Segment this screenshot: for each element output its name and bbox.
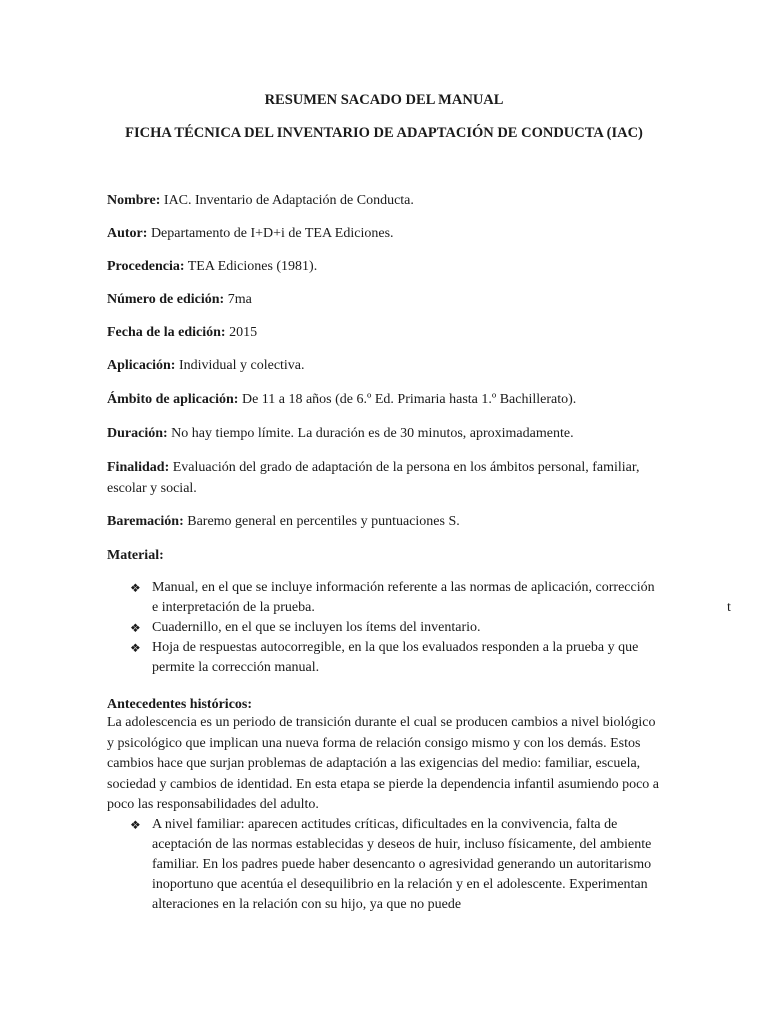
material-list xyxy=(130,578,660,678)
field-aplicacion xyxy=(107,355,667,376)
history-heading-text: Antecedentes históricos: xyxy=(107,697,253,712)
document-title: RESUMEN SACADO DEL MANUAL xyxy=(264,92,504,108)
field-label: Baremación: xyxy=(107,514,184,529)
list-item-text: Cuadernillo, en el que se incluyen los ítems del inventario. xyxy=(152,620,481,635)
field-numero-edicion xyxy=(107,289,667,310)
list-item-text: A nivel familiar: aparecen actitudes críticas, dificultades en la convivencia, falta de aceptación de las normas establecidas y deseos de huir, incluso físicamente, del ambiente familiar. En los padres puede haber desencanto o agresividad generando un autoritarismo inoportuno que acentúa el desequilibrio en la relación y en el adolescente. Experimentan alteraciones en la relación con su hijo, ya que no puede xyxy=(152,817,652,912)
field-value: 2015 xyxy=(225,325,258,340)
stray-character: t xyxy=(727,600,731,615)
diamond-bullet-icon: ❖ xyxy=(130,641,141,655)
field-label: Número de edición: xyxy=(107,292,225,307)
field-label: Material: xyxy=(107,548,164,563)
list-item xyxy=(130,578,660,618)
field-value: No hay tiempo límite. La duración es de 30 minutos, aproximadamente. xyxy=(167,426,574,441)
field-material xyxy=(107,545,667,566)
field-nombre xyxy=(107,190,667,211)
field-label: Nombre: xyxy=(107,193,161,208)
document-subtitle: FICHA TÉCNICA DEL INVENTARIO DE ADAPTACIÓN DE CONDUCTA (IAC) xyxy=(125,125,643,141)
diamond-bullet-icon: ❖ xyxy=(130,621,141,635)
field-fecha-edicion xyxy=(107,322,667,343)
field-value: Evaluación del grado de adaptación de la persona en los ámbitos personal, familiar, escolar y social. xyxy=(107,460,640,496)
list-item-text: Hoja de respuestas autocorregible, en la que los evaluados responden a la prueba y que permite la corrección manual. xyxy=(152,640,639,675)
field-label: Ámbito de aplicación: xyxy=(107,392,239,407)
history-paragraph: La adolescencia es un periodo de transición durante el cual se producen cambios a nivel biológico y psicológico que implican una nueva forma de relación consigo mismo y con los demás. Estos cambios hace que surjan problemas de adaptación a las exigencias del medio: familiar, escuela, sociedad y cambios de identidad. En esta etapa se pierde la dependencia infantil asumiendo poco a poco las responsabilidades del adulto. xyxy=(107,715,660,812)
field-label: Autor: xyxy=(107,226,148,241)
diamond-bullet-icon: ❖ xyxy=(130,818,141,832)
field-label: Aplicación: xyxy=(107,358,176,373)
list-item xyxy=(130,815,660,915)
field-ambito xyxy=(107,389,667,410)
field-autor xyxy=(107,223,667,244)
field-value: Baremo general en percentiles y puntuaciones S. xyxy=(183,514,460,529)
field-label: Fecha de la edición: xyxy=(107,325,226,340)
field-procedencia xyxy=(107,256,667,277)
field-value: Individual y colectiva. xyxy=(175,358,305,373)
field-value: TEA Ediciones (1981). xyxy=(184,259,318,274)
field-value: IAC. Inventario de Adaptación de Conducta. xyxy=(160,193,414,208)
history-heading xyxy=(107,694,667,715)
field-value: De 11 a 18 años (de 6.º Ed. Primaria hasta 1.º Bachillerato). xyxy=(238,392,577,407)
diamond-bullet-icon: ❖ xyxy=(130,581,141,595)
list-item-text: Manual, en el que se incluye información referente a las normas de aplicación, corrección e interpretación de la prueba. xyxy=(152,580,655,615)
field-label: Finalidad: xyxy=(107,460,170,475)
field-value: Departamento de I+D+i de TEA Ediciones. xyxy=(147,226,394,241)
list-item xyxy=(130,638,660,678)
field-value: 7ma xyxy=(224,292,252,307)
field-label: Duración: xyxy=(107,426,168,441)
history-list xyxy=(130,815,660,915)
field-finalidad xyxy=(107,457,667,499)
list-item xyxy=(130,618,660,638)
field-label: Procedencia: xyxy=(107,259,185,274)
field-baremacion xyxy=(107,511,667,532)
field-duracion xyxy=(107,423,667,444)
